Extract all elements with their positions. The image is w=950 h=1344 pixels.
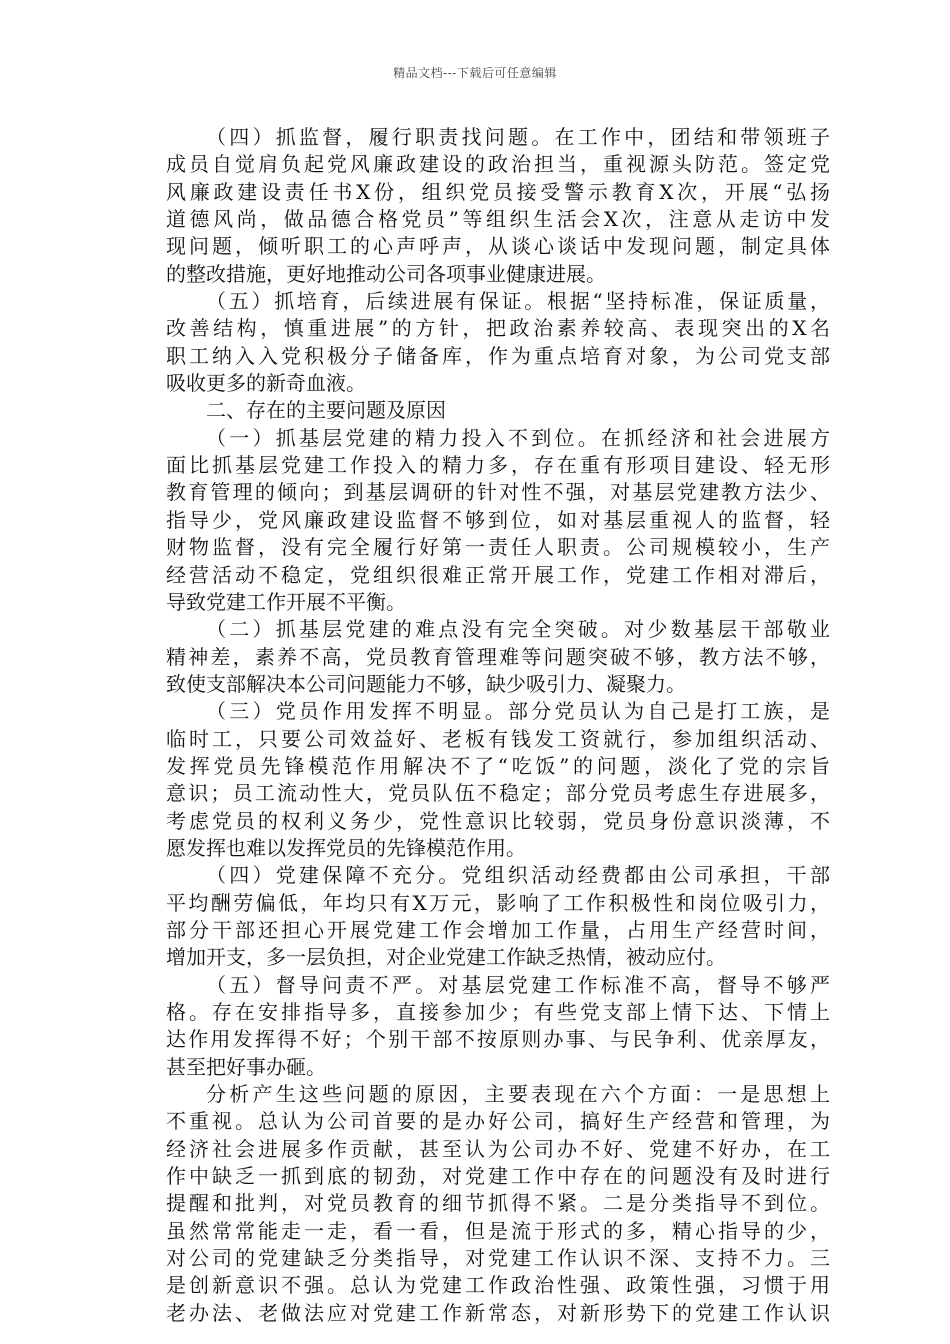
paragraph-line: 增加开支，多一层负担，对企业党建工作缺乏热情，被动应付。 bbox=[166, 945, 726, 970]
paragraph bbox=[166, 288, 830, 397]
paragraph-line: 改善结构，慎重进展”的方针，把政治素养较高、表现突出的X名 bbox=[166, 316, 830, 341]
paragraph-line: 致使支部解决本公司问题能力不够，缺少吸引力、凝聚力。 bbox=[166, 671, 686, 696]
paragraph-line: 老办法、老做法应对党建工作新常态，对新形势下的党建工作认识 bbox=[166, 1300, 830, 1325]
paragraph-line: 作中缺乏一抓到底的韧劲，对党建工作中存在的问题没有及时进行 bbox=[166, 1164, 830, 1189]
paragraph-line: （三）党员作用发挥不明显。部分党员认为自己是打工族，是 bbox=[206, 699, 830, 724]
paragraph-line: 财物监督，没有完全履行好第一责任人职责。公司规模较小，生产 bbox=[166, 535, 830, 560]
paragraph-line: （四）党建保障不充分。党组织活动经费都由公司承担，干部 bbox=[206, 863, 830, 888]
paragraph-line: 成员自觉肩负起党风廉政建设的政治担当，重视源头防范。签定党 bbox=[166, 152, 830, 177]
paragraph-line: （五）督导问责不严。对基层党建工作标准不高，督导不够严 bbox=[206, 972, 830, 997]
paragraph-line: 是创新意识不强。总认为党建工作政治性强、政策性强，习惯于用 bbox=[166, 1273, 830, 1298]
paragraph bbox=[166, 972, 830, 1081]
paragraph-line: 发挥党员先锋模范作用解决不了“吃饭”的问题，淡化了党的宗旨 bbox=[166, 753, 830, 778]
paragraph-line: 面比抓基层党建工作投入的精力多，存在重有形项目建设、轻无形 bbox=[166, 453, 830, 478]
paragraph-line: （一）抓基层党建的精力投入不到位。在抓经济和社会进展方 bbox=[206, 425, 830, 450]
paragraph-line: 愿发挥也难以发挥党员的先锋模范作用。 bbox=[166, 835, 526, 860]
paragraph-line: （四）抓监督，履行职责找问题。在工作中，团结和带领班子 bbox=[206, 125, 830, 149]
paragraph-line: 经营活动不稳定，党组织很难正常开展工作，党建工作相对滞后， bbox=[166, 562, 830, 587]
page-header-note: 精品文档---下载后可任意编辑 bbox=[393, 66, 557, 80]
paragraph-line: 职工纳入入党积极分子储备库，作为重点培育对象，为公司党支部 bbox=[166, 343, 830, 368]
paragraph-line: 临时工，只要公司效益好、老板有钱发工资就行，参加组织活动、 bbox=[166, 726, 830, 751]
paragraph bbox=[166, 425, 830, 616]
paragraph bbox=[166, 1081, 830, 1327]
heading-text: 二、存在的主要问题及原因 bbox=[206, 398, 446, 423]
paragraph-line: 甚至把好事办砸。 bbox=[166, 1054, 326, 1079]
paragraph-line: 吸收更多的新奇血液。 bbox=[166, 371, 366, 396]
paragraph bbox=[166, 862, 830, 971]
paragraph-line: 指导少，党风廉政建设监督不够到位，如对基层重视人的监督，轻 bbox=[166, 507, 830, 532]
paragraph bbox=[166, 698, 830, 862]
paragraph-line: 的整改措施，更好地推动公司各项事业健康进展。 bbox=[166, 261, 606, 286]
paragraph-line: 提醒和批判，对党员教育的细节抓得不紧。二是分类指导不到位。 bbox=[166, 1191, 830, 1216]
paragraph-line: 部分干部还担心开展党建工作会增加工作量，占用生产经营时间， bbox=[166, 917, 830, 942]
paragraph-line: 不重视。总认为公司首要的是办好公司，搞好生产经营和管理，为 bbox=[166, 1109, 830, 1134]
paragraph-line: 风廉政建设责任书X份，组织党员接受警示教育X次，开展“弘扬 bbox=[166, 179, 830, 204]
paragraph-line: （五）抓培育，后续进展有保证。根据“坚持标准，保证质量， bbox=[206, 289, 830, 314]
paragraph-line: 现问题，倾听职工的心声呼声，从谈心谈话中发现问题，制定具体 bbox=[166, 234, 830, 259]
document-body bbox=[166, 124, 830, 1327]
paragraph-line: 对公司的党建缺乏分类指导，对党建工作认识不深、支持不力。三 bbox=[166, 1246, 830, 1271]
paragraph-line: 格。存在安排指导多，直接参加少；有些党支部上情下达、下情上 bbox=[166, 1000, 830, 1024]
paragraph-line: 教育管理的倾向；到基层调研的针对性不强，对基层党建教方法少、 bbox=[166, 480, 830, 505]
paragraph-line: 道德风尚，做品德合格党员”等组织生活会X次，注意从走访中发 bbox=[166, 207, 830, 232]
paragraph bbox=[166, 124, 830, 288]
paragraph-line: 精神差，素养不高，党员教育管理难等问题突破不够，教方法不够， bbox=[166, 644, 830, 669]
paragraph bbox=[166, 616, 830, 698]
paragraph-line: 导致党建工作开展不平衡。 bbox=[166, 589, 406, 614]
paragraph-line: （二）抓基层党建的难点没有完全突破。对少数基层干部敬业 bbox=[206, 617, 830, 642]
paragraph-line: 考虑党员的权利义务少，党性意识比较弱，党员身份意识淡薄，不 bbox=[166, 808, 830, 833]
paragraph-line: 意识；员工流动性大，党员队伍不稳定；部分党员考虑生存进展多， bbox=[166, 781, 830, 806]
paragraph-line: 达作用发挥得不好；个别干部不按原则办事、与民争利、优亲厚友， bbox=[166, 1027, 830, 1052]
paragraph-line: 虽然常常能走一走，看一看，但是流于形式的多，精心指导的少， bbox=[166, 1218, 830, 1243]
section-heading bbox=[166, 397, 830, 424]
paragraph-line: 平均酬劳偏低，年均只有X万元，影响了工作积极性和岗位吸引力， bbox=[166, 890, 830, 915]
paragraph-line: 分析产生这些问题的原因，主要表现在六个方面：一是思想上 bbox=[206, 1082, 830, 1107]
paragraph-line: 经济社会进展多作贡献，甚至认为公司办不好、党建不好办，在工 bbox=[166, 1136, 830, 1161]
